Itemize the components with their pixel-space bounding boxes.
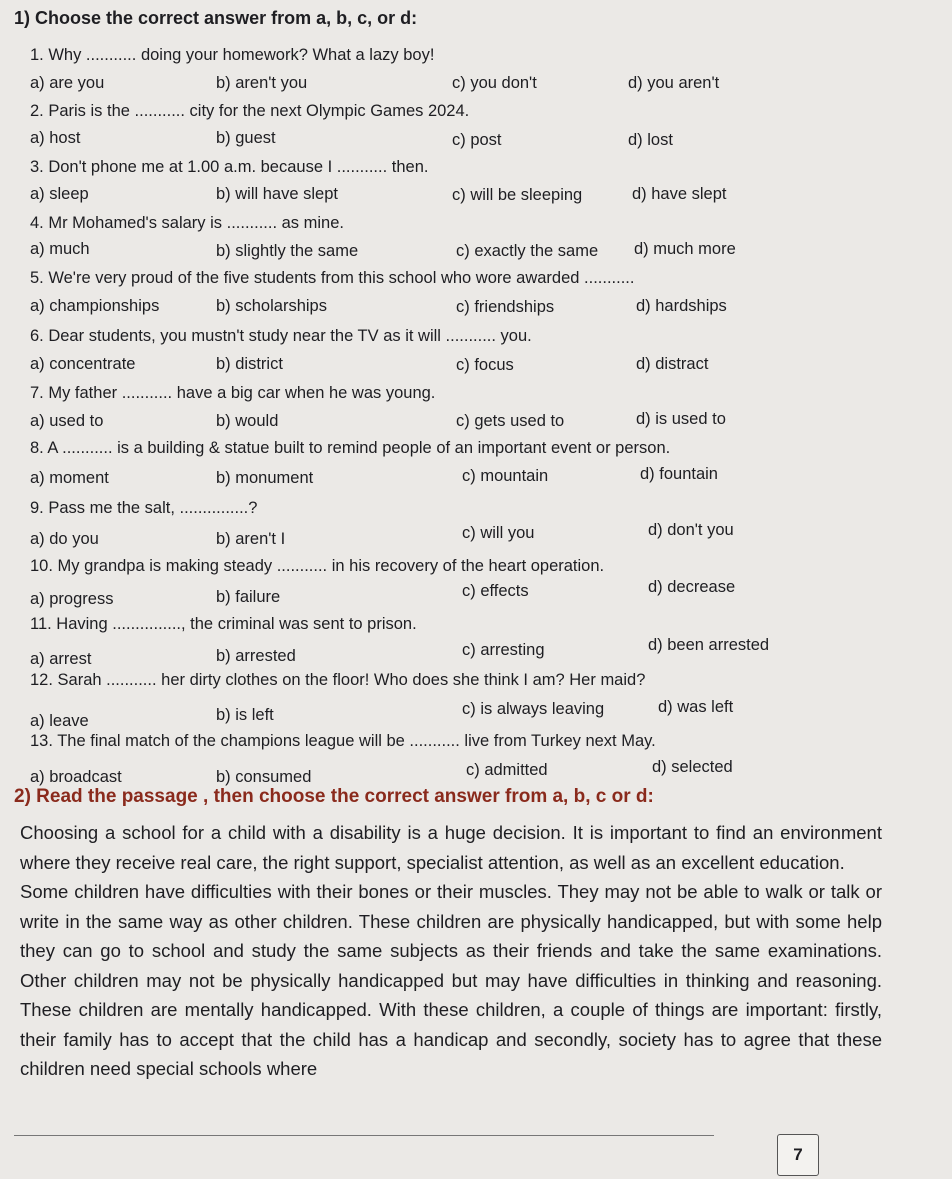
question-7-option-c[interactable]: c) gets used to — [456, 412, 565, 430]
question-7-option-a[interactable]: a) used to — [30, 412, 104, 430]
question-5-option-d[interactable]: d) hardships — [636, 297, 727, 315]
question-2-option-c[interactable]: c) post — [452, 131, 502, 149]
question-7-option-b[interactable]: b) would — [216, 412, 279, 430]
question-12-stem: 12. Sarah ........... her dirty clothes on the floor! Who does she think I am? Her maid? — [30, 671, 646, 689]
question-12-option-b[interactable]: b) is left — [216, 706, 274, 724]
question-10-option-d[interactable]: d) decrease — [648, 578, 736, 596]
page-number: 7 — [777, 1134, 819, 1176]
question-1-option-c[interactable]: c) you don't — [452, 74, 537, 92]
part1-heading: 1) Choose the correct answer from a, b, c, or d: — [14, 8, 418, 28]
question-12-option-a[interactable]: a) leave — [30, 712, 89, 730]
question-9-option-b[interactable]: b) aren't I — [216, 530, 286, 548]
question-13-option-b[interactable]: b) consumed — [216, 768, 312, 786]
question-1-option-b[interactable]: b) aren't you — [216, 74, 308, 92]
question-11-option-a[interactable]: a) arrest — [30, 650, 92, 668]
passage-paragraph-2: Some children have difficulties with their bones or their muscles. They may not be able to walk or talk or write in the same way as other children. These children are physically handicapped, but with some help they can go to school and study the same subjects as their friends and take the same examinations. Other children may not be physically handicapped but may have difficulties in thinking and reasoning. These children are mentally handicapped. With these children, a couple of things are important: firstly, their family has to accept that the child has a handicap and secondly, society has to agree that these children need special schools where — [20, 881, 882, 1079]
question-12-option-c[interactable]: c) is always leaving — [462, 700, 605, 718]
question-5-option-a[interactable]: a) championships — [30, 297, 160, 315]
question-11-option-b[interactable]: b) arrested — [216, 647, 296, 665]
question-12-option-d[interactable]: d) was left — [658, 698, 734, 716]
question-10-option-a[interactable]: a) progress — [30, 590, 114, 608]
question-13-stem: 13. The final match of the champions league will be ........... live from Turkey next May. — [30, 732, 656, 750]
question-9-stem: 9. Pass me the salt, ...............? — [30, 499, 258, 517]
question-4-option-c[interactable]: c) exactly the same — [456, 242, 599, 260]
question-5-stem: 5. We're very proud of the five students from this school who wore awarded ........... — [30, 269, 635, 287]
question-4-option-a[interactable]: a) much — [30, 240, 90, 258]
question-3-stem: 3. Don't phone me at 1.00 a.m. because I ........... then. — [30, 158, 429, 176]
question-6-option-a[interactable]: a) concentrate — [30, 355, 136, 373]
question-8-option-c[interactable]: c) mountain — [462, 467, 549, 485]
question-4-stem: 4. Mr Mohamed's salary is ........... as mine. — [30, 214, 344, 232]
question-4-option-b[interactable]: b) slightly the same — [216, 242, 359, 260]
question-3-option-a[interactable]: a) sleep — [30, 185, 89, 203]
question-10-stem: 10. My grandpa is making steady ........... in his recovery of the heart operation. — [30, 557, 605, 575]
question-8-option-b[interactable]: b) monument — [216, 469, 314, 487]
question-2-stem: 2. Paris is the ........... city for the next Olympic Games 2024. — [30, 102, 470, 120]
question-13-option-a[interactable]: a) broadcast — [30, 768, 122, 786]
question-10-option-b[interactable]: b) failure — [216, 588, 281, 606]
question-2-option-b[interactable]: b) guest — [216, 129, 276, 147]
question-8-stem: 8. A ........... is a building & statue built to remind people of an important event or person. — [30, 439, 671, 457]
question-3-option-d[interactable]: d) have slept — [632, 185, 727, 203]
question-11-option-d[interactable]: d) been arrested — [648, 636, 770, 654]
question-7-stem: 7. My father ........... have a big car when he was young. — [30, 384, 436, 402]
reading-passage — [20, 818, 882, 1084]
question-2-option-d[interactable]: d) lost — [628, 131, 673, 149]
question-9-option-c[interactable]: c) will you — [462, 524, 535, 542]
question-13-option-d[interactable]: d) selected — [652, 758, 733, 776]
question-13-option-c[interactable]: c) admitted — [466, 761, 548, 779]
question-11-option-c[interactable]: c) arresting — [462, 641, 545, 659]
question-5-option-c[interactable]: c) friendships — [456, 298, 555, 316]
question-9-option-a[interactable]: a) do you — [30, 530, 99, 548]
passage-paragraph-1: Choosing a school for a child with a disability is a huge decision. It is important to find an environment where they receive real care, the right support, specialist attention, as well as an excellent education. — [20, 822, 882, 873]
question-6-stem: 6. Dear students, you mustn't study near the TV as it will ........... you. — [30, 327, 532, 345]
question-2-option-a[interactable]: a) host — [30, 129, 81, 147]
question-4-option-d[interactable]: d) much more — [634, 240, 736, 258]
question-3-option-b[interactable]: b) will have slept — [216, 185, 338, 203]
question-9-option-d[interactable]: d) don't you — [648, 521, 734, 539]
question-6-option-c[interactable]: c) focus — [456, 356, 514, 374]
question-1-option-d[interactable]: d) you aren't — [628, 74, 720, 92]
part2-heading: 2) Read the passage , then choose the correct answer from a, b, c or d: — [14, 786, 654, 807]
question-1-option-a[interactable]: a) are you — [30, 74, 105, 92]
question-8-option-a[interactable]: a) moment — [30, 469, 109, 487]
question-3-option-c[interactable]: c) will be sleeping — [452, 186, 583, 204]
question-10-option-c[interactable]: c) effects — [462, 582, 529, 600]
question-5-option-b[interactable]: b) scholarships — [216, 297, 327, 315]
question-7-option-d[interactable]: d) is used to — [636, 410, 726, 428]
footer-divider — [14, 1135, 714, 1136]
question-1-stem: 1. Why ........... doing your homework? What a lazy boy! — [30, 46, 435, 64]
question-11-stem: 11. Having ..............., the criminal was sent to prison. — [30, 615, 417, 633]
question-6-option-d[interactable]: d) distract — [636, 355, 709, 373]
question-8-option-d[interactable]: d) fountain — [640, 465, 718, 483]
question-6-option-b[interactable]: b) district — [216, 355, 283, 373]
